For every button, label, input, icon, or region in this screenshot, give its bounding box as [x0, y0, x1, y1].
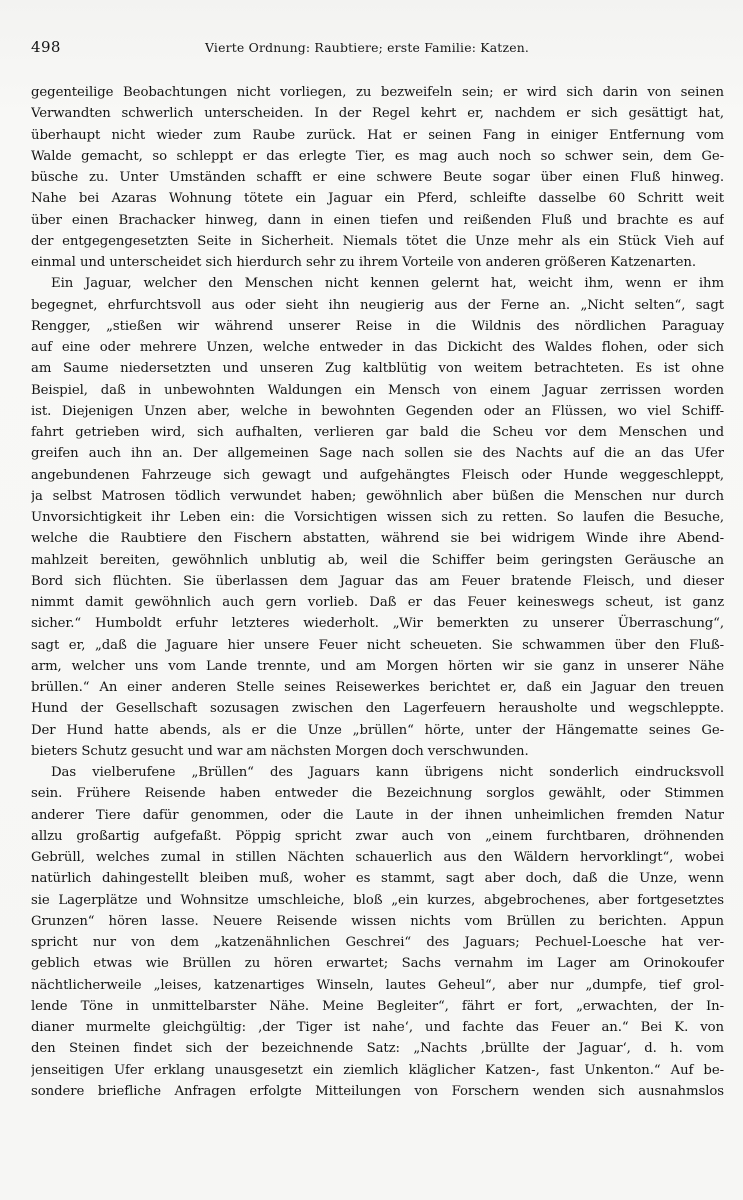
running-title: Vierte Ordnung: Raubtiere; erste Familie: Katzen. — [205, 40, 530, 55]
text-line: Bord sich flüchten. Sie überlassen dem Jaguar das am Feuer bratende Fleisch, und dieser — [31, 573, 724, 589]
text-line: welche die Raubtiere den Fischern abstatten, während sie bei widrigem Winde ihre Abend- — [31, 531, 724, 547]
text-line: Unvorsichtigkeit ihr Leben ein: die Vorsichtigen wissen sich zu retten. So laufen die Besuche, — [31, 510, 724, 525]
text-line: Walde gemacht, so schleppt er das erlegte Tier, es mag auch noch so schwer sein, dem Ge- — [31, 148, 724, 164]
text-line: nimmt damit gewöhnlich auch gern vorlieb. Daß er das Feuer keineswegs scheut, ist ganz — [31, 595, 724, 610]
text-line: geblich etwas wie Brüllen zu hören erwartet; Sachs vernahm im Lager am Orinokoufer — [31, 956, 724, 972]
text-line: sie Lagerplätze und Wohnsitze umschleiche, bloß „ein kurzes, abgebrochenes, aber fortgesetztes — [31, 892, 724, 908]
text-line: Ein Jaguar, welcher den Menschen nicht kennen gelernt hat, weicht ihm, wenn er ihm — [51, 276, 724, 292]
text-line: Grunzen“ hören lasse. Neuere Reisende wissen nichts vom Brüllen zu berichten. Appun — [31, 913, 724, 929]
text-line: Hund der Gesellschaft sozusagen zwischen den Lagerfeuern herausholte und wegschleppte. — [31, 701, 724, 717]
text-line: Das vielberufene „Brüllen“ des Jaguars kann übrigens nicht sonderlich eindrucksvoll — [51, 765, 724, 780]
text-line: Nahe bei Azaras Wohnung tötete ein Jaguar ein Pferd, schleifte dasselbe 60 Schritt weit — [31, 191, 724, 207]
text-line: Verwandten schwerlich unterscheiden. In der Regel kehrt er, nachdem er sich gesättigt hat, — [31, 106, 724, 122]
text-line: büsche zu. Unter Umständen schafft er eine schwere Beute sogar über einen Fluß hinweg. — [31, 170, 724, 185]
body-text — [31, 82, 724, 1172]
page-number: 498 — [31, 38, 61, 56]
text-line: brüllen.“ An einer anderen Stelle seines Reisewerkes berichtet er, daß ein Jaguar den treuen — [31, 680, 724, 695]
text-line: auf eine oder mehrere Unzen, welche entweder in das Dickicht des Waldes flohen, oder sich — [31, 340, 724, 355]
page-header — [31, 34, 719, 60]
text-line: mahlzeit bereiten, gewöhnlich unblutig ab, weil die Schiffer beim geringsten Geräusche an — [31, 552, 724, 568]
text-line: Gebrüll, welches zumal in stillen Nächten schauerlich aus den Wäldern hervorklingt“, wobei — [31, 850, 724, 865]
text-line: den Steinen findet sich der bezeichnende Satz: „Nachts ‚brüllte der Jaguar‘, d. h. vom — [31, 1041, 724, 1057]
text-line: greifen auch ihn an. Der allgemeinen Sage nach sollen sie des Nachts auf die an das Ufer — [31, 446, 724, 462]
text-line: sondere briefliche Anfragen erfolgte Mitteilungen von Forschern wenden sich ausnahmslos — [31, 1083, 724, 1099]
text-line: allzu großartig aufgefaßt. Pöppig spricht zwar auch von „einem furchtbaren, dröhnenden — [31, 828, 724, 844]
text-line: nächtlicherweile „leises, katzenartiges Winseln, lautes Geheul“, aber nur „dumpfe, tief grol- — [31, 977, 724, 993]
text-line: fahrt getrieben wird, sich aufhalten, verlieren gar bald die Scheu vor dem Menschen und — [31, 425, 724, 440]
text-line: natürlich dahingestellt bleiben muß, woher es stammt, sagt aber doch, daß die Unze, wenn — [31, 871, 724, 887]
text-line: sicher.“ Humboldt erfuhr letzteres wiederholt. „Wir bemerkten zu unserer Überraschung“, — [31, 616, 724, 632]
text-line: anderer Tiere dafür genommen, oder die Laute in der ihnen unheimlichen fremden Natur — [31, 807, 724, 823]
text-line: am Saume niedersetzten und unseren Zug kaltblütig von weitem betrachteten. Es ist ohne — [31, 361, 724, 377]
text-line: der entgegengesetzten Seite in Sicherheit. Niemals tötet die Unze mehr als ein Stück Vieh auf — [31, 233, 724, 249]
text-line: bieters Schutz gesucht und war am nächsten Morgen doch verschwunden. — [31, 743, 529, 759]
text-line: lende Töne in unmittelbarster Nähe. Meine Begleiter“, fährt er fort, „erwachten, der In- — [31, 998, 724, 1014]
text-line: begegnet, ehrfurchtsvoll aus oder sieht ihn neugierig aus der Ferne an. „Nicht selten“, sagt — [31, 297, 724, 313]
text-line: jenseitigen Ufer erklang unausgesetzt ein ziemlich kläglicher Katzen-, fast Unkenton.“ Auf be- — [31, 1062, 724, 1078]
text-line: sagt er, „daß die Jaguare hier unsere Feuer nicht scheueten. Sie schwammen über den Fluß- — [31, 637, 724, 653]
text-line: ja selbst Matrosen tödlich verwundet haben; gewöhnlich aber büßen die Menschen nur durch — [31, 488, 724, 504]
text-line: ist. Diejenigen Unzen aber, welche in bewohnten Gegenden oder an Flüssen, wo viel Schiff- — [31, 403, 724, 419]
text-line: einmal und unterscheidet sich hierdurch sehr zu ihrem Vorteile von anderen größeren Katzenarten. — [31, 255, 696, 270]
text-line: gegenteilige Beobachtungen nicht vorliegen, zu bezweifeln sein; er wird sich darin von seinen — [31, 85, 724, 100]
text-line: Beispiel, daß in unbewohnten Waldungen ein Mensch von einem Jaguar zerrissen worden — [31, 382, 724, 398]
text-line: arm, welcher uns vom Lande trennte, und am Morgen hörten wir sie ganz in unserer Nähe — [31, 658, 724, 674]
text-line: spricht nur von dem „katzenähnlichen Geschrei“ des Jaguars; Pechuel-Loesche hat ver- — [31, 935, 724, 950]
text-line: Der Hund hatte abends, als er die Unze „brüllen“ hörte, unter der Hängematte seines Ge- — [31, 722, 724, 738]
text-line: Rengger, „stießen wir während unserer Reise in die Wildnis des nördlichen Paraguay — [31, 318, 724, 334]
text-line: angebundenen Fahrzeuge sich gewagt und aufgehängtes Fleisch oder Hunde weggeschleppt, — [31, 467, 724, 483]
text-line: sein. Frühere Reisende haben entweder die Bezeichnung sorglos gewählt, oder Stimmen — [31, 786, 724, 802]
text-line: dianer murmelte gleichgültig: ‚der Tiger ist nahe‘, und fachte das Feuer an.“ Bei K. von — [31, 1020, 724, 1035]
text-line: überhaupt nicht wieder zum Raube zurück. Hat er seinen Fang in einiger Entfernung vom — [31, 127, 724, 143]
text-line: über einen Brachacker hinweg, dann in einen tiefen und reißenden Fluß und brachte es auf — [31, 212, 724, 228]
